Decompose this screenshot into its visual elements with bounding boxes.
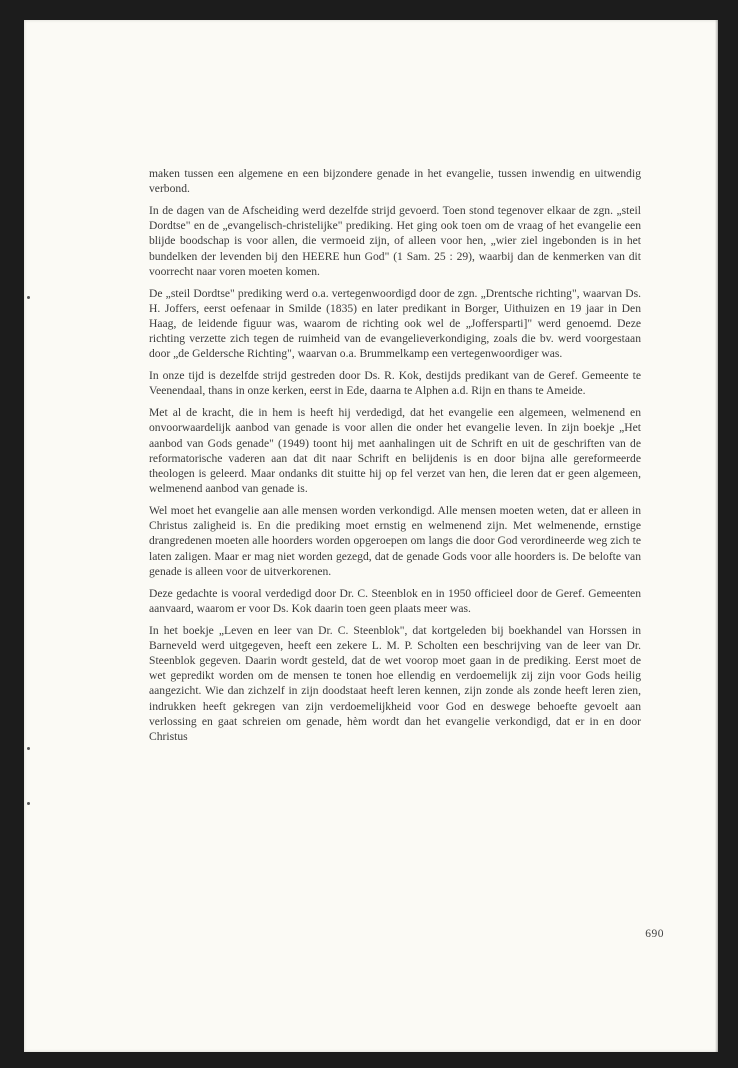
margin-mark <box>27 802 30 805</box>
paragraph: Wel moet het evangelie aan alle mensen worden verkondigd. Alle mensen moeten weten, dat er alleen in Christus zaligheid is. En die prediking moet ernstig en welmenend zijn. Met welmenende, ernstige drangredenen moeten alle hoorders worden opgeroepen om langs die door God verordineerde weg zich te laten zaligen. Maar er mag niet worden gezegd, dat de genade Gods voor alle hoorders is. De belofte van genade is alleen voor de uitverkorenen. <box>149 504 641 578</box>
paragraph: Deze gedachte is vooral verdedigd door Dr. C. Steenblok en in 1950 officieel door de Geref. Gemeenten aanvaard, waarom er voor Ds. Kok daarin toen geen plaats meer was. <box>149 586 641 615</box>
paragraph: Met al de kracht, die in hem is heeft hij verdedigd, dat het evangelie een algemeen, welmenend en onvoorwaardelijk aanbod van genade is voor allen die onder het evangelie leven. In zijn boekje „Het aanbod van Gods genade" (1949) toont hij met aanhalingen uit de Schrift en uit de geschriften van de reformatorische vaderen aan dat dit naar Schrift en belijdenis is en door bijna alle gereformeerde theologen is geleerd. Maar ondanks dit stuitte hij op fel verzet van hen, die leren dat er geen algemeen, welmenend aanbod van genade is. <box>149 406 641 496</box>
paragraph: De „steil Dordtse" prediking werd o.a. vertegenwoordigd door de zgn. „Drentsche richting", waarvan Ds. H. Joffers, eerst oefenaar in Smilde (1835) en later predikant in Borger, Uithuizen en 19 jaar in Den Haag, de leidende figuur was, waarom de richting ook wel de „Joffersparti]" werd genoemd. Deze richting verzette zich tegen de ruimheid van de evangelieverkondiging, zoals die bv. werd voorgestaan door „de Geldersche Richting", waarvan o.a. Brummelkamp een vertegenwoordiger was. <box>149 286 641 361</box>
page-number: 690 <box>645 928 664 940</box>
paragraph: In het boekje „Leven en leer van Dr. C. Steenblok", dat kortgeleden bij boekhandel van Horssen in Barneveld werd uitgegeven, heeft een zekere L. M. P. Scholten een beschrijving van de leer van Dr. Steenblok gegeven. Daarin wordt gesteld, dat de wet voorop moet gaan in de prediking. Eerst moet de wet gepredikt worden om de mensen te tonen hoe ellendig en verdoemelijk zij zijn voor Gods heilig aangezicht. Wie dan zichzelf in zijn doodstaat heeft leren kennen, zijn zonde als zonde heeft leren zien, indrukken heeft gekregen van zijn verdoemelijkheid voor God en deswege behoefte gevoelt aan verlossing en gaat schreien om genade, hèm wordt dan het evangelie verkondigd, dat er in en door Christus <box>149 623 641 744</box>
document-page <box>24 20 718 1052</box>
paragraph: In onze tijd is dezelfde strijd gestreden door Ds. R. Kok, destijds predikant van de Geref. Gemeente te Veenendaal, thans in onze kerken, eerst in Ede, daarna te Alphen a.d. Rijn en thans te Ameide. <box>149 369 641 398</box>
body-text <box>149 166 641 751</box>
margin-mark <box>27 296 30 299</box>
paragraph: maken tussen een algemene en een bijzondere genade in het evangelie, tussen inwendig en uitwendig verbond. <box>149 167 641 196</box>
paragraph: In de dagen van de Afscheiding werd dezelfde strijd gevoerd. Toen stond tegenover elkaar de zgn. „steil Dordtse" en de „evangelisch-christelijke" prediking. Het ging ook toen om de vraag of het evangelie een blijde boodschap is voor allen, die vermoeid zijn, of alleen voor hen, „wier ziel ingebonden is in het bundelken der levenden bij den HEERE hun God" (1 Sam. 25 : 29), waarbij dan de kenmerken van dit voorrecht naar voren moeten komen. <box>149 204 641 278</box>
margin-mark <box>27 747 30 750</box>
